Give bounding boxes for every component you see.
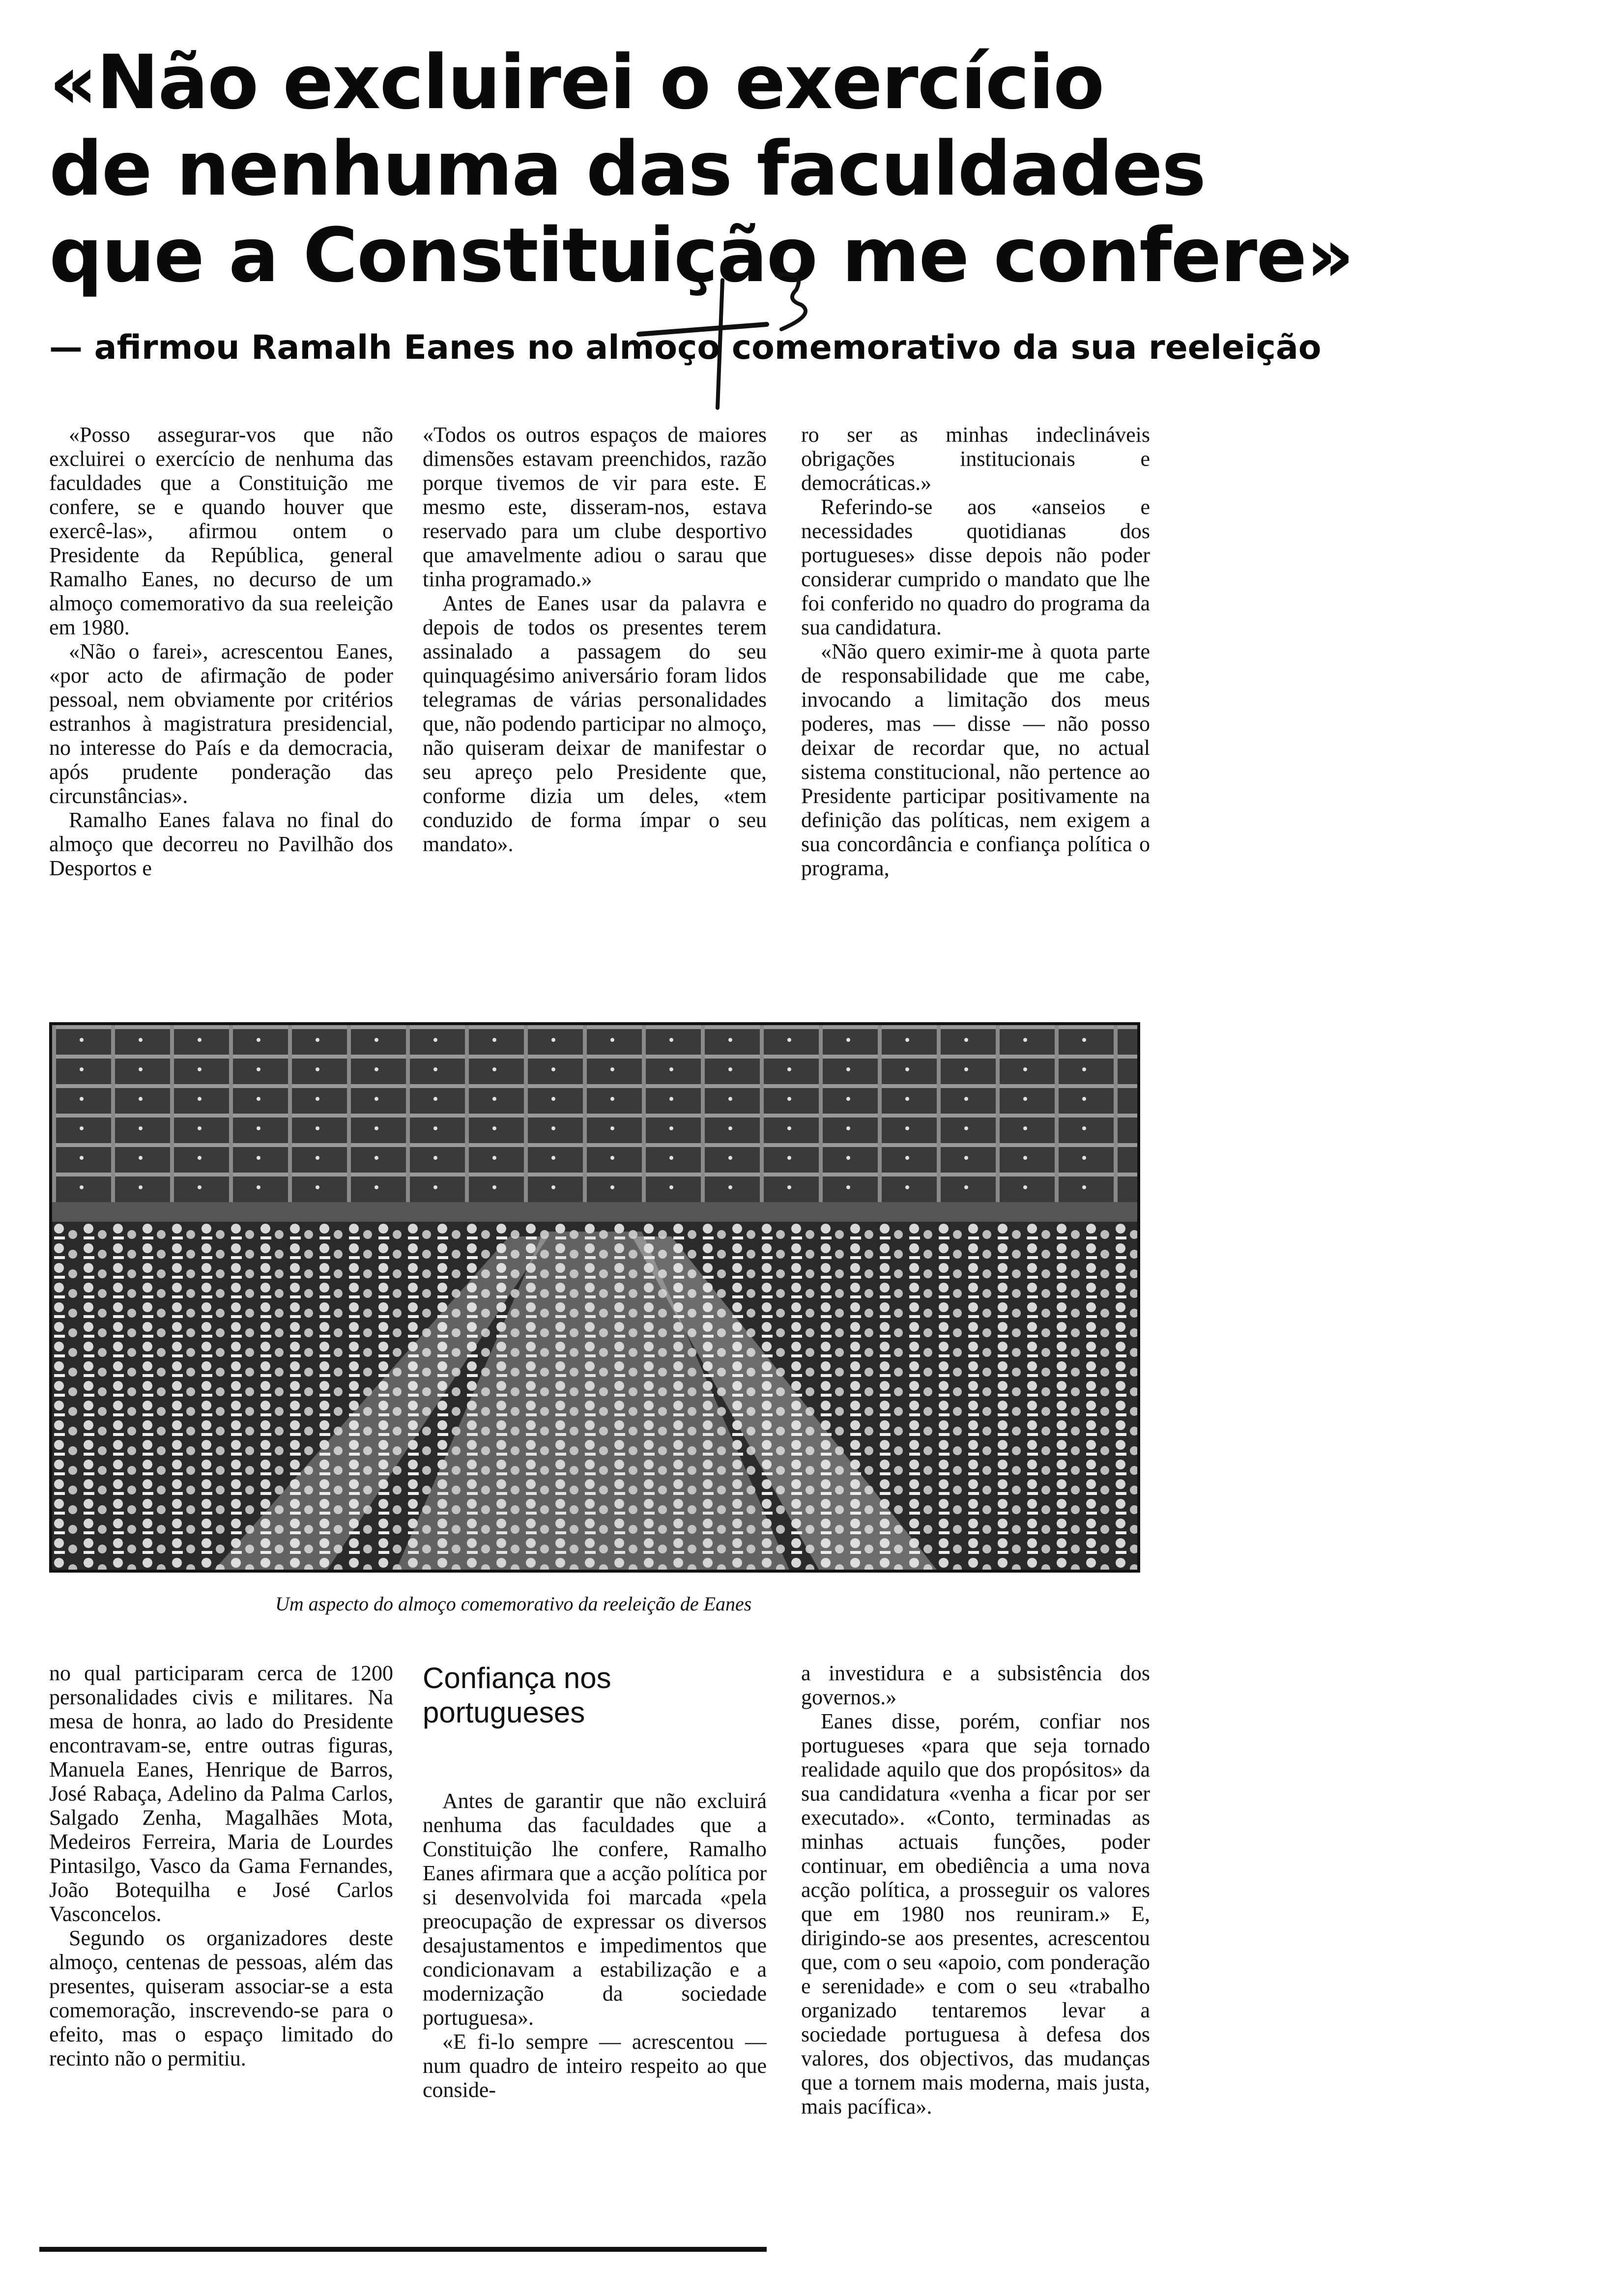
article-column-6 (801, 1661, 1150, 2241)
headline (49, 39, 1353, 299)
paragraph: Antes de garantir que não excluirá nenhuma das faculdades que a Constituição lhe confere, Ramalho Eanes afirmara que a acção política por si desenvolvida foi marcada «pela preocupação de expressar os diversos desajustamentos e impedimentos que condicionavam a estabilização e a modernização da sociedade portuguesa». (423, 1789, 767, 2030)
article-column-5 (423, 1789, 767, 2241)
headline-line-2: de nenhuma das faculdades (49, 125, 1206, 212)
paragraph: Segundo os organizadores deste almoço, centenas de pessoas, além das presentes, quiseram associar-se a esta comemoração, inscrevendo-se para o efeito, mas o espaço limitado do recinto não o permitiu. (49, 1926, 393, 2070)
paragraph: «Não o farei», acrescentou Eanes, «por acto de afirmação de poder pessoal, nem obviamente por critérios estranhos à magistratura presidencial, no interesse do País e da democracia, após prudente ponderação das circunstâncias». (49, 639, 393, 808)
paragraph: «Posso assegurar-vos que não excluirei o exercício de nenhuma das faculdades que a Constituição me confere, se e quando houver que exercê-las», afirmou ontem o Presidente da República, general Ramalho Eanes, no decurso de um almoço comemorativo da sua reeleição em 1980. (49, 423, 393, 639)
headline-line-1: «Não excluirei o exercício (49, 39, 1104, 126)
section-title: Confiança nos portugueses (423, 1662, 611, 1729)
paragraph: Eanes disse, porém, confiar nos portugueses «para que seja tornado realidade aquilo que dos propósitos» da sua candidatura «venha a ficar por ser executado». «Conto, terminadas as minhas actuais funções, poder continuar, em obediência a uma nova acção política, a prosseguir os valores que em 1980 nos reuniram.» E, dirigindo-se aos presentes, acrescentou que, com o seu «apoio, com ponderação e serenidade» e com o seu «trabalho organizado tentaremos levar a sociedade portuguesa à defesa dos valores, dos objectivos, das mudanças que a tornem mais moderna, mais justa, mais pacífica». (801, 1709, 1150, 2119)
paragraph: a investidura e a subsistência dos governos.» (801, 1661, 1150, 1709)
subheadline: — afirmou Ramalh Eanes no almoço comemorativo da sua reeleição (49, 328, 1322, 367)
bottom-rule (39, 2247, 767, 2252)
article-column-3 (801, 423, 1150, 1022)
banquet-hall-photo (52, 1025, 1137, 1570)
article-column-2 (423, 423, 767, 1022)
paragraph: Referindo-se aos «anseios e necessidades quotidianas dos portugueses» disse depois não poder considerar cumprido o mandato que lhe foi conferido no quadro do programa da sua candidatura. (801, 495, 1150, 639)
headline-line-3: que a Constituição me confere» (49, 212, 1353, 299)
article-column-1 (49, 423, 393, 1022)
photo-caption: Um aspecto do almoço comemorativo da reeleição de Eanes (275, 1593, 752, 1615)
paragraph: «Todos os outros espaços de maiores dimensões estavam preenchidos, razão porque tivemos de vir para este. E mesmo este, disseram-nos, estava reservado para um clube desportivo que amavelmente adiou o sarau que tinha programado.» (423, 423, 767, 591)
paragraph: no qual participaram cerca de 1200 personalidades civis e militares. Na mesa de honra, ao lado do Presidente encontravam-se, entre outras figuras, Manuela Eanes, Henrique de Barros, José Rabaça, Adelino da Palma Carlos, Salgado Zenha, Magalhães Mota, Medeiros Ferreira, Maria de Lourdes Pintasilgo, Vasco da Gama Fernandes, João Botequilha e José Carlos Vasconcelos. (49, 1661, 393, 1926)
paragraph: Ramalho Eanes falava no final do almoço que decorreu no Pavilhão dos Desportos e (49, 808, 393, 880)
article-column-4 (49, 1661, 393, 2241)
paragraph: ro ser as minhas indeclináveis obrigações institucionais e democráticas.» (801, 423, 1150, 495)
handwritten-text: 1,3 (732, 316, 739, 321)
news-photo (49, 1022, 1140, 1573)
paragraph: «E fi-lo sempre — acrescentou — num quadro de inteiro respeito ao que conside- (423, 2030, 767, 2102)
paragraph: «Não quero eximir-me à quota parte de responsabilidade que me cabe, invocando a limitação dos meus poderes, mas — disse — não posso deixar de recordar que, no actual sistema constitucional, não pertence ao Presidente participar positivamente na definição das políticas, nem exigem a sua concordância e confiança política o programa, (801, 639, 1150, 880)
paragraph: Antes de Eanes usar da palavra e depois de todos os presentes terem assinalado a passagem do seu quinquagésimo aniversário foram lidos telegramas de várias personalidades que, não podendo participar no almoço, não quiseram deixar de manifestar o seu apreço pelo Presidente que, conforme dizia um deles, «tem conduzido de forma ímpar o seu mandato». (423, 591, 767, 856)
